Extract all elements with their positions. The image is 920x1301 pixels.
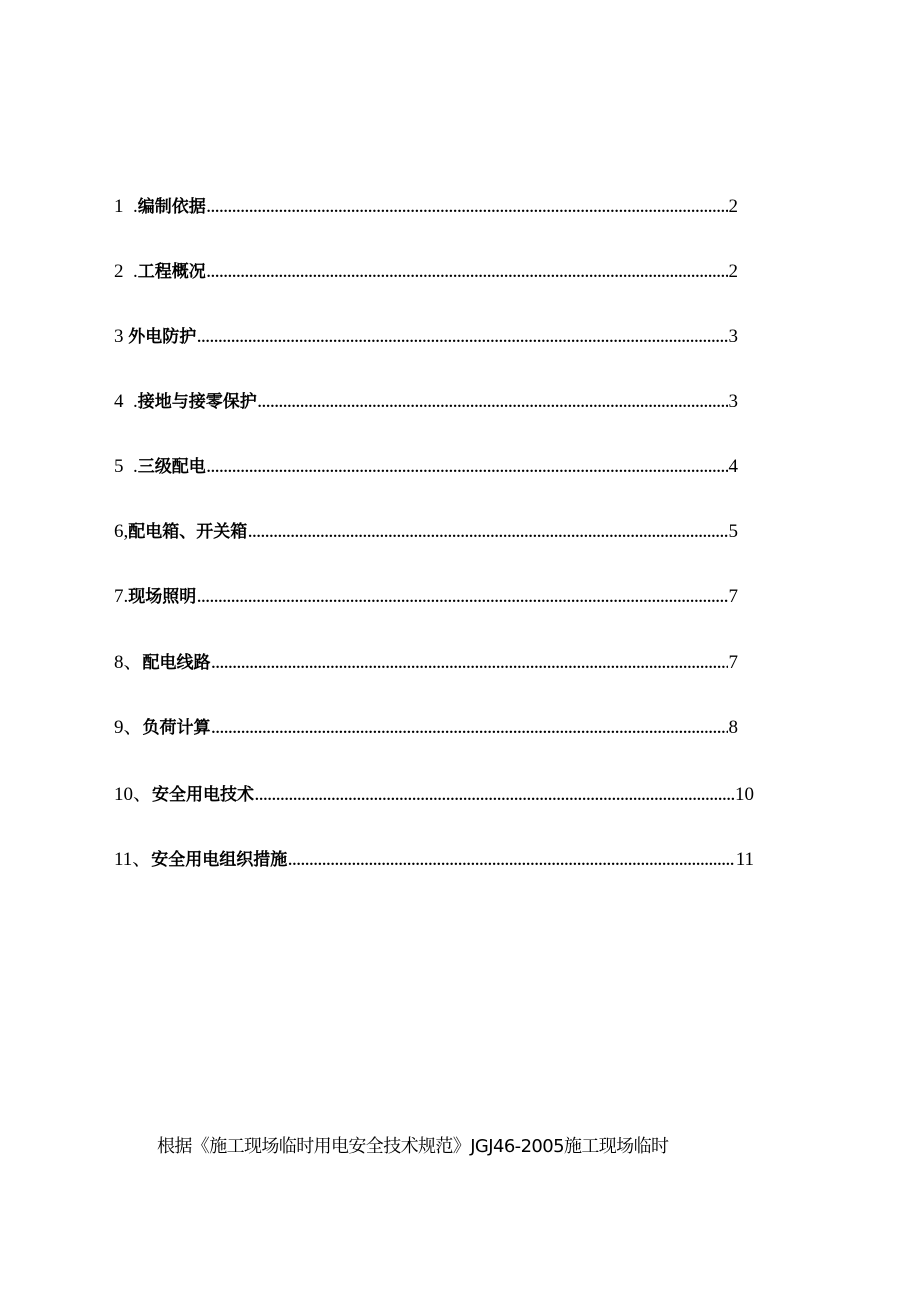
toc-entry-title: 工程概况 [137,262,206,282]
toc-entry-title: 配电线路 [142,653,211,673]
toc-dot-leader [197,330,727,347]
toc-entry-page: 7 [728,652,738,673]
toc-entry-title: 接地与接零保护 [137,392,257,412]
toc-entry-number: 4 . [114,391,138,412]
toc-dot-leader [288,853,734,870]
toc-entry-6[interactable] [114,517,738,547]
toc-entry-title: 配电箱、开关箱 [128,522,248,542]
toc-entry-title: 安全用电技术 [152,785,255,805]
toc-entry-number: 11、 [114,849,152,870]
toc-entry-4[interactable] [114,387,738,417]
toc-entry-10[interactable] [114,779,754,809]
toc-dot-leader [207,200,728,217]
toc-dot-leader [207,265,728,282]
toc-entry-title: 负荷计算 [142,718,211,738]
toc-entry-number: 10、 [114,784,153,805]
toc-entry-5[interactable] [114,452,738,482]
toc-entry-3[interactable] [114,322,738,352]
toc-dot-leader [212,721,728,738]
toc-entry-title: 安全用电组织措施 [151,850,288,870]
toc-entry-page: 11 [735,849,754,870]
toc-entry-11[interactable] [114,844,754,874]
toc-dot-leader [212,656,728,673]
toc-entry-page: 7 [728,586,738,607]
toc-entry-title: 现场照明 [128,587,197,607]
toc-entry-page: 2 [728,261,738,282]
toc-entry-page: 3 [728,326,738,347]
toc-entry-title: 外电防护 [128,327,197,347]
body-paragraph: 根据《施工现场临时用电安全技术规范》JGJ46-2005施工现场临时 [157,1136,669,1157]
toc-entry-2[interactable] [114,257,738,287]
toc-entry-number: 9、 [114,717,143,738]
toc-entry-number: 6, [114,521,129,542]
toc-entry-number: 5 . [114,456,138,477]
toc-entry-title: 编制依据 [137,197,206,217]
toc-entry-8[interactable] [114,647,738,677]
toc-entry-page: 8 [728,717,738,738]
toc-entry-title: 三级配电 [137,457,206,477]
toc-dot-leader [248,525,727,542]
toc-entry-9[interactable] [114,712,738,742]
toc-entry-number: 3 [114,326,129,347]
toc-entry-number: 1 . [114,196,138,217]
toc-dot-leader [207,460,728,477]
toc-entry-1[interactable] [114,192,738,222]
toc-dot-leader [258,395,728,412]
toc-entry-page: 2 [728,196,738,217]
toc-entry-page: 4 [728,456,738,477]
toc-entry-7[interactable] [114,582,738,612]
toc-entry-number: 2 . [114,261,138,282]
toc-dot-leader [255,788,734,805]
toc-entry-number: 7. [114,586,129,607]
toc-entry-page: 3 [728,391,738,412]
toc-entry-number: 8、 [114,652,143,673]
toc-dot-leader [197,590,727,607]
toc-entry-page: 10 [735,784,754,805]
toc-entry-page: 5 [728,521,738,542]
